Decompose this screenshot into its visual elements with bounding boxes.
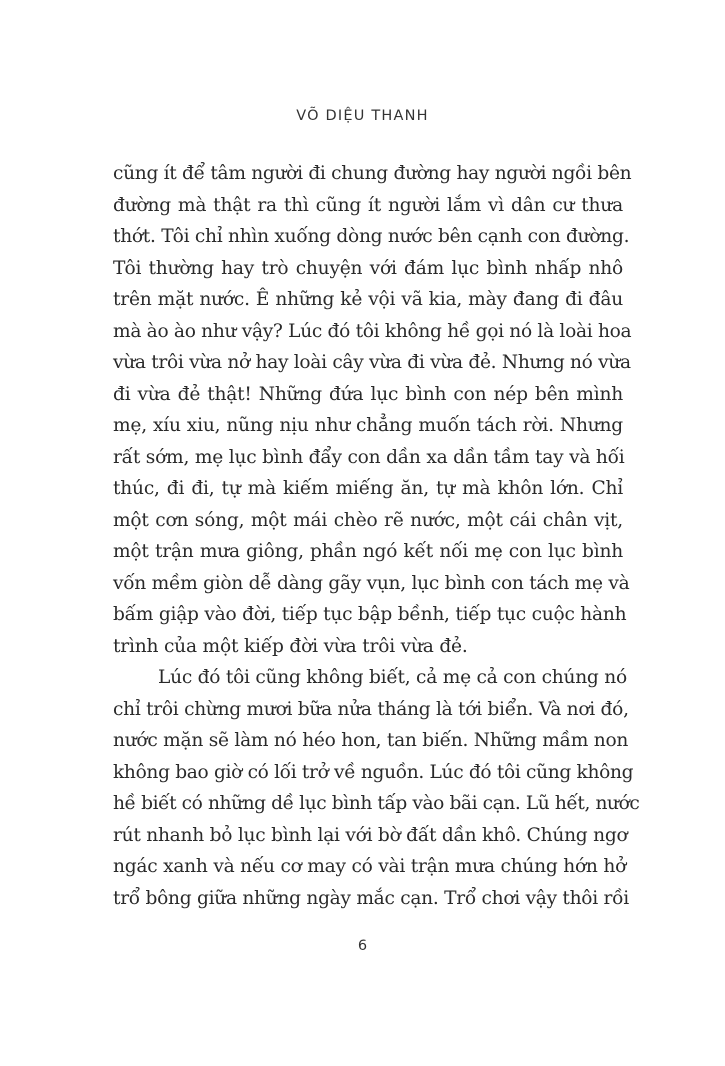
text-line: nước mặn sẽ làm nó héo hon, tan biến. Những mầm non xyxy=(113,730,629,751)
text-line: một trận mưa giông, phần ngó kết nối mẹ con lục bình xyxy=(113,541,623,562)
text-line: bấm giập vào đời, tiếp tục bập bềnh, tiếp tục cuộc hành xyxy=(113,604,627,625)
text-line: trên mặt nước. Ê những kẻ vội vã kia, mày đang đi đâu xyxy=(113,289,623,310)
text-line: vốn mềm giòn dễ dàng gãy vụn, lục bình con tách mẹ và xyxy=(113,572,630,594)
text-line: Lúc đó tôi cũng không biết, cả mẹ cả con chúng nó xyxy=(158,667,627,688)
text-line: vừa trôi vừa nở hay loài cây vừa đi vừa đẻ. Nhưng nó vừa xyxy=(113,352,631,373)
text-line: đường mà thật ra thì cũng ít người lắm vì dân cư thưa xyxy=(113,194,623,216)
text-line: trình của một kiếp đời vừa trôi vừa đẻ. xyxy=(113,635,468,657)
running-head-author: VÕ DIỆU THANH xyxy=(296,108,429,124)
text-line: mà ào ào như vậy? Lúc đó tôi không hề gọi nó là loài hoa xyxy=(113,320,632,342)
paragraph-1 xyxy=(113,158,632,662)
text-line: hề biết có những dề lục bình tấp vào bãi cạn. Lũ hết, nước xyxy=(113,793,640,814)
text-line: thớt. Tôi chỉ nhìn xuống dòng nước bên cạnh con đường. xyxy=(113,226,630,247)
paragraph-2 xyxy=(113,662,640,914)
text-line: cũng ít để tâm người đi chung đường hay người ngồi bên xyxy=(113,163,632,184)
text-line: trổ bông giữa những ngày mắc cạn. Trổ chơi vậy thôi rồi xyxy=(113,887,629,909)
text-line: rất sớm, mẹ lục bình đẩy con dần xa dần tầm tay và hối xyxy=(113,446,625,468)
text-line: rút nhanh bỏ lục bình lại với bờ đất dần khô. Chúng ngơ xyxy=(113,824,628,846)
text-line: mẹ, xíu xiu, nũng nịu như chẳng muốn tách rời. Nhưng xyxy=(113,415,623,436)
text-line: chỉ trôi chừng mươi bữa nửa tháng là tới biển. Và nơi đó, xyxy=(113,698,629,720)
text-line: đi vừa đẻ thật! Những đứa lục bình con nép bên mình xyxy=(113,383,623,405)
text-line: một cơn sóng, một mái chèo rẽ nước, một cái chân vịt, xyxy=(113,509,623,531)
page-number: 6 xyxy=(357,938,368,954)
text-line: thúc, đi đi, tự mà kiếm miếng ăn, tự mà khôn lớn. Chỉ xyxy=(113,478,623,499)
text-line: ngác xanh và nếu cơ may có vài trận mưa chúng hớn hở xyxy=(113,856,627,877)
text-line: Tôi thường hay trò chuyện với đám lục bình nhấp nhô xyxy=(113,257,623,279)
text-line: không bao giờ có lối trở về nguồn. Lúc đó tôi cũng không xyxy=(113,761,634,783)
body-text xyxy=(113,158,640,914)
